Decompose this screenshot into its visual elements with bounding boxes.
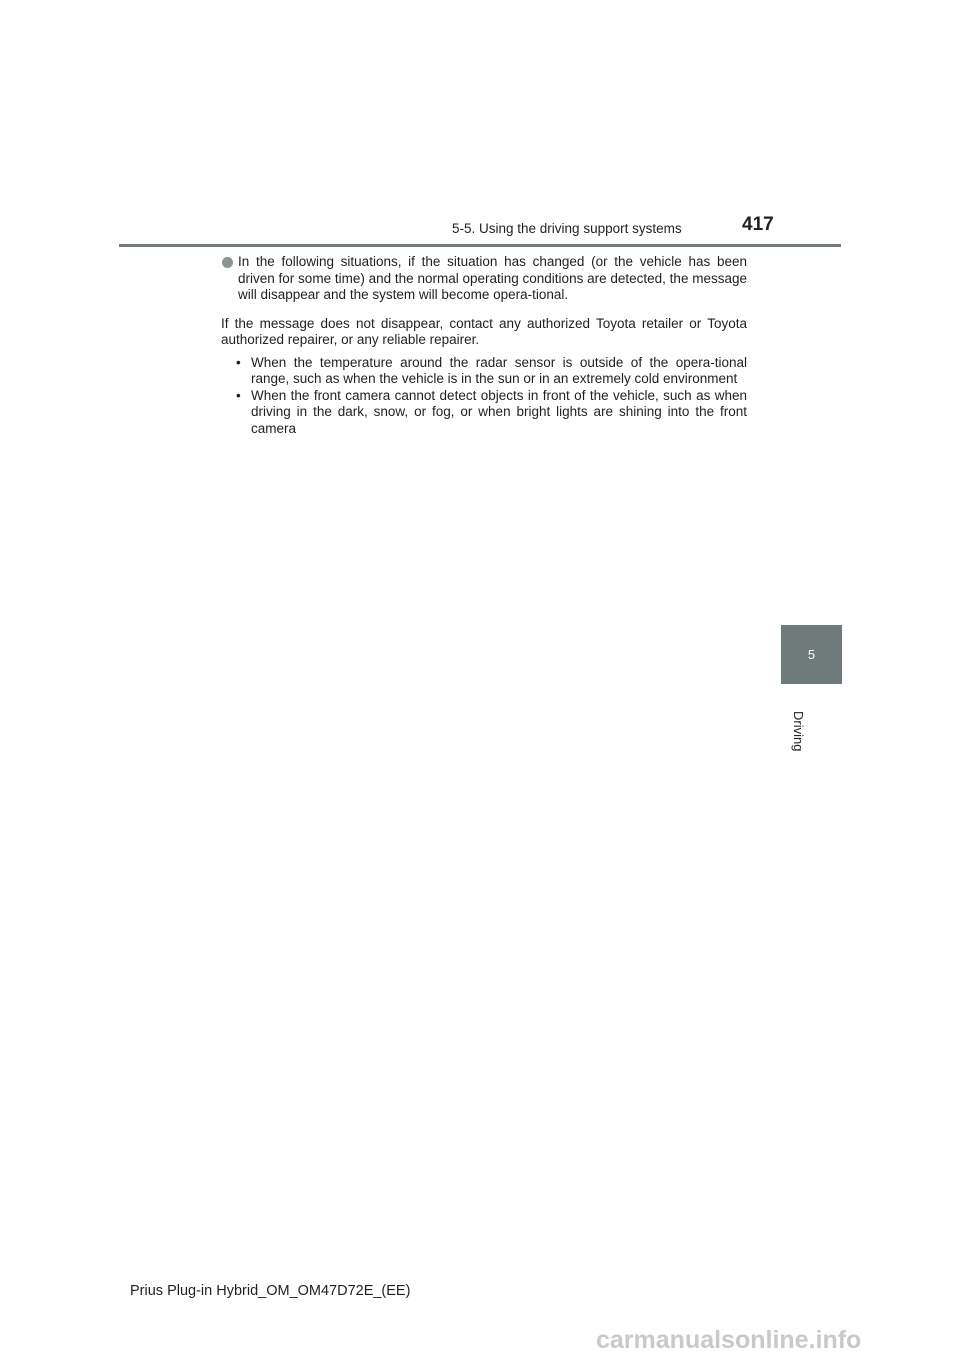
list-bullet-icon: •: [236, 354, 241, 370]
chapter-label: Driving: [791, 711, 806, 752]
section-title: 5-5. Using the driving support systems: [452, 221, 682, 236]
bullet-text: In the following situations, if the situation has changed (or the vehicle has been driven for some time) and the normal operating conditions are detected, the message will disappear and the system will become opera-tional.: [238, 254, 747, 302]
bullet-dot-icon: [222, 257, 233, 268]
header-divider: [119, 244, 841, 247]
list-bullet-icon: •: [236, 387, 241, 403]
bullet-paragraph: [221, 254, 747, 304]
page-number: 417: [742, 214, 774, 235]
list-item-text: When the front camera cannot detect objects in front of the vehicle, such as when driving in the dark, snow, or fog, or when bright lights are shining into the front camera: [251, 387, 747, 436]
list-item-text: When the temperature around the radar sensor is outside of the opera-tional range, such as when the vehicle is in the sun or in an extremely cold environment: [251, 354, 747, 386]
condition-list: [221, 355, 747, 438]
watermark-logo: carmanualsonline.info: [596, 1326, 862, 1354]
chapter-number: 5: [807, 647, 816, 662]
document-footer: Prius Plug-in Hybrid_OM_OM47D72E_(EE): [130, 1283, 411, 1299]
chapter-tab: [781, 625, 842, 684]
list-item: [221, 355, 747, 388]
body-paragraph: If the message does not disappear, contact any authorized Toyota retailer or Toyota authorized repairer, or any reliable repairer.: [221, 315, 747, 347]
list-item: [221, 388, 747, 438]
main-content: [221, 254, 747, 437]
